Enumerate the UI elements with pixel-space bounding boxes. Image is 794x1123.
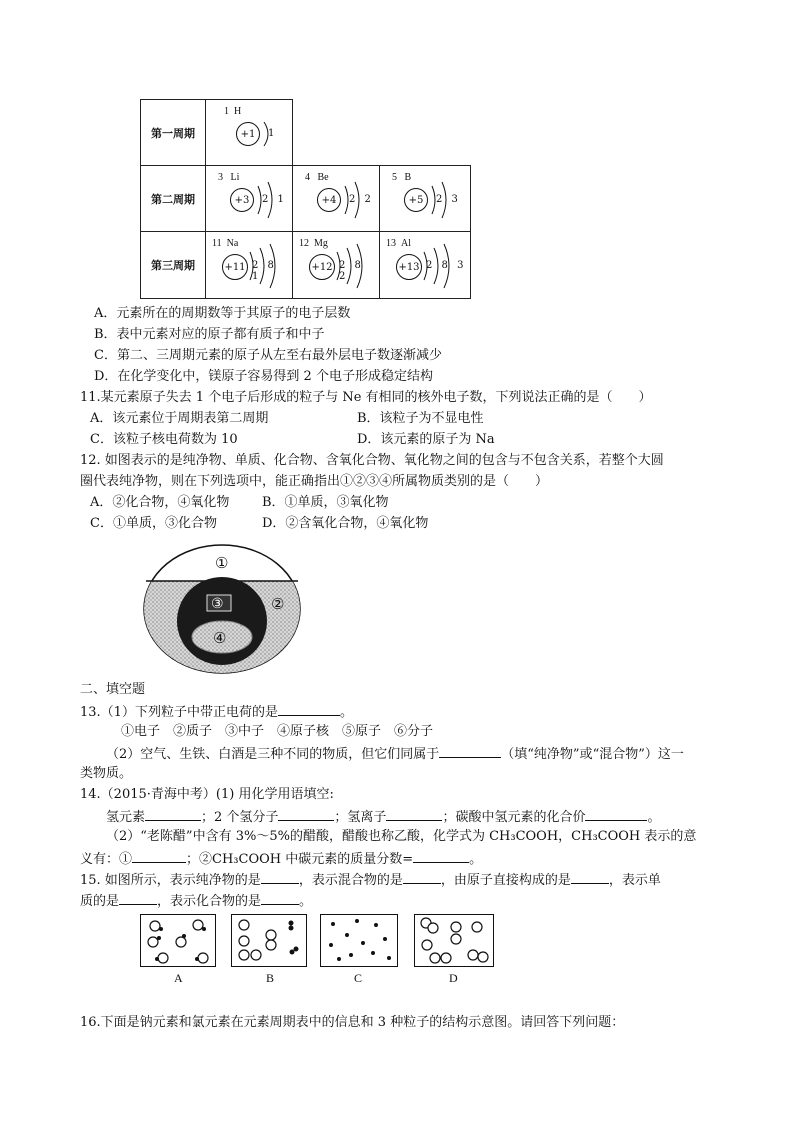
q11-stem: 11.某元素原子失去 1 个电子后形成的粒子与 Ne 有相同的核外电子数，下列说法正确的是（ ） xyxy=(80,390,652,405)
shell-electrons: 2 3 xyxy=(436,194,461,205)
q10-option-b: B．表中元素对应的原子都有质子和中子 xyxy=(94,327,325,342)
q14-hydrogen-element: 氢元素 xyxy=(106,810,146,825)
element-symbol: Mg xyxy=(314,238,328,249)
q12-option-b: B．①单质，③氧化物 xyxy=(262,495,389,510)
answer-blank[interactable] xyxy=(261,870,299,884)
box-label-b: B xyxy=(266,971,275,985)
answer-blank[interactable] xyxy=(132,849,186,863)
element-cell-al xyxy=(379,231,471,299)
q11-option-c: C．该粒子核电荷数为 10 xyxy=(90,432,238,447)
q10-option-c: C．第二、三周期元素的原子从左至右最外层电子数逐渐减少 xyxy=(94,348,442,363)
element-cell-h xyxy=(205,99,293,166)
answer-blank[interactable] xyxy=(585,807,647,821)
q10-option-a: A．元素所在的周期数等于其原子的电子层数 xyxy=(94,306,351,321)
q12-option-a: A．②化合物，④氧化物 xyxy=(90,495,230,510)
shell-electrons: 2 8 3 xyxy=(426,260,467,271)
box-label-c: C xyxy=(354,971,363,985)
particle-box-a xyxy=(140,914,216,967)
element-symbol: H xyxy=(234,106,242,117)
q12-option-d: D．②含氧化合物，④氧化物 xyxy=(262,516,429,531)
q11-option-a: A．该元素位于周期表第二周期 xyxy=(90,411,269,426)
element-symbol: Na xyxy=(226,238,239,249)
answer-blank[interactable] xyxy=(119,891,157,905)
q13-part1-text: 13.（1）下列粒子中带正电荷的是 xyxy=(80,705,278,720)
region-4-label: ④ xyxy=(213,629,227,647)
q15-stem-line2 xyxy=(80,891,312,911)
answer-blank[interactable] xyxy=(278,702,340,716)
q12-stem-line2: 圈代表纯净物，则在下列选项中，能正确指出①②③④所属物质类别的是（ ） xyxy=(80,474,549,489)
q14-part1 xyxy=(106,807,660,827)
q15-mixture: ，表示混合物的是 xyxy=(298,873,403,888)
shell-electrons: 1 xyxy=(268,128,278,139)
nucleus: +13 xyxy=(396,254,422,280)
punct: 。 xyxy=(299,894,313,909)
element-symbol: B xyxy=(404,172,412,183)
atomic-number: 1 xyxy=(224,106,229,117)
nucleus: +12 xyxy=(309,254,335,280)
nucleus: +1 xyxy=(236,122,260,146)
element-cell-be xyxy=(292,165,380,232)
answer-blank[interactable] xyxy=(261,891,299,905)
q15-atoms: ，由原子直接构成的是 xyxy=(440,873,571,888)
box-label-a: A xyxy=(174,971,183,985)
punct: 。 xyxy=(339,705,353,720)
element-cell-b xyxy=(379,165,471,232)
q13-part2-text: （2）空气、生铁、白酒是三种不同的物质，但它们同属于 xyxy=(106,747,440,762)
nucleus: +5 xyxy=(404,188,428,212)
element-cell-na xyxy=(205,231,293,299)
atomic-number: 3 xyxy=(218,172,223,183)
particle-diagram-c xyxy=(321,915,397,966)
q15-element: ，表示单 xyxy=(608,873,661,888)
answer-blank[interactable] xyxy=(145,807,201,821)
q11-option-b: B．该粒子为不显电性 xyxy=(357,411,484,426)
q13-part1 xyxy=(80,702,353,722)
q11-option-d: D．该元素的原子为 Na xyxy=(357,432,495,447)
atomic-number: 11 xyxy=(212,238,222,249)
element-cell-li xyxy=(205,165,293,232)
q14-hydrogen-ion: ；氢离子 xyxy=(334,810,387,825)
q14-part2: （2）“老陈醋”中含有 3%～5%的醋酸，醋酸也称乙酸，化学式为 CH₃COOH，CH₃COOH 表示的意 xyxy=(106,829,697,844)
shell-electrons: 2 1 xyxy=(262,194,287,205)
q13-choices: ①电子 ②质子 ③中子 ④原子核 ⑤原子 ⑥分子 xyxy=(121,724,434,739)
element-symbol: Li xyxy=(230,172,240,183)
answer-blank[interactable] xyxy=(439,744,501,758)
element-symbol: Al xyxy=(401,238,411,249)
box-label-d: D xyxy=(449,971,458,985)
period-2-label: 第二周期 xyxy=(140,165,206,232)
q10-option-d: D．在化学变化中，镁原子容易得到 2 个电子形成稳定结构 xyxy=(94,369,433,384)
atomic-number: 13 xyxy=(386,238,396,249)
q14-meaning-2: ；②CH₃COOH 中碳元素的质量分数= xyxy=(186,852,414,867)
atomic-number: 4 xyxy=(305,172,310,183)
answer-blank[interactable] xyxy=(403,870,441,884)
shell-electrons: 2 2 xyxy=(349,194,374,205)
answer-blank[interactable] xyxy=(413,849,469,863)
punct: 。 xyxy=(647,810,661,825)
atomic-number: 12 xyxy=(299,238,309,249)
q14-two-hydrogen-molecules: ；2 个氢分子 xyxy=(201,810,279,825)
punct: 。 xyxy=(469,852,483,867)
q13-part2-cont: 类物质。 xyxy=(80,766,133,781)
q14-part2-cont xyxy=(80,849,482,869)
nucleus: +11 xyxy=(222,254,248,280)
q14-valence: ；碳酸中氢元素的化合价 xyxy=(442,810,586,825)
particle-box-d xyxy=(414,914,494,967)
q15-element-cont: 质的是 xyxy=(80,894,120,909)
section-title-fill-in: 二、填空题 xyxy=(80,682,146,697)
q12-option-c: C．①单质，③化合物 xyxy=(90,516,217,531)
answer-blank[interactable] xyxy=(278,807,334,821)
shell-electrons: 2 8 1 xyxy=(252,260,277,282)
q14-meaning-1: 义有：① xyxy=(80,852,133,867)
q15-compound: ，表示化合物的是 xyxy=(157,894,262,909)
region-3-label: ③ xyxy=(211,596,224,612)
particle-box-c xyxy=(320,914,398,967)
particle-diagram-d xyxy=(415,915,493,966)
atomic-number: 5 xyxy=(392,172,397,183)
period-3-label: 第三周期 xyxy=(140,231,206,299)
element-symbol: Be xyxy=(317,172,329,183)
element-cell-mg xyxy=(292,231,380,299)
q13-part2 xyxy=(106,744,684,764)
q16-stem: 16.下面是钠元素和氯元素在元素周期表中的信息和 3 种粒子的结构示意图。请回答下列问题： xyxy=(80,1015,625,1030)
q13-part2-tail: （填“纯净物”或“混合物”）这一 xyxy=(501,747,684,762)
q15-pure: 15. 如图所示，表示纯净物的是 xyxy=(80,873,261,888)
region-1-label: ① xyxy=(215,554,229,572)
classification-ellipse-diagram xyxy=(140,541,304,677)
q12-stem-line1: 12. 如图表示的是纯净物、单质、化合物、含氧化合物、氧化物之间的包含与不包含关系，若整个大圆 xyxy=(80,453,664,468)
q14-stem: 14.（2015·青海中考）(1) 用化学用语填空: xyxy=(80,787,334,802)
answer-blank[interactable] xyxy=(386,807,442,821)
shell-electrons: 2 8 2 xyxy=(339,260,364,282)
particle-box-b xyxy=(231,914,307,967)
nucleus: +4 xyxy=(317,188,341,212)
particle-diagram-a xyxy=(141,915,215,966)
period-1-label: 第一周期 xyxy=(140,99,206,166)
answer-blank[interactable] xyxy=(571,870,609,884)
nucleus: +3 xyxy=(230,188,254,212)
particle-diagram-b xyxy=(232,915,306,966)
region-2-label: ② xyxy=(271,595,285,613)
q15-stem-line1 xyxy=(80,870,661,890)
